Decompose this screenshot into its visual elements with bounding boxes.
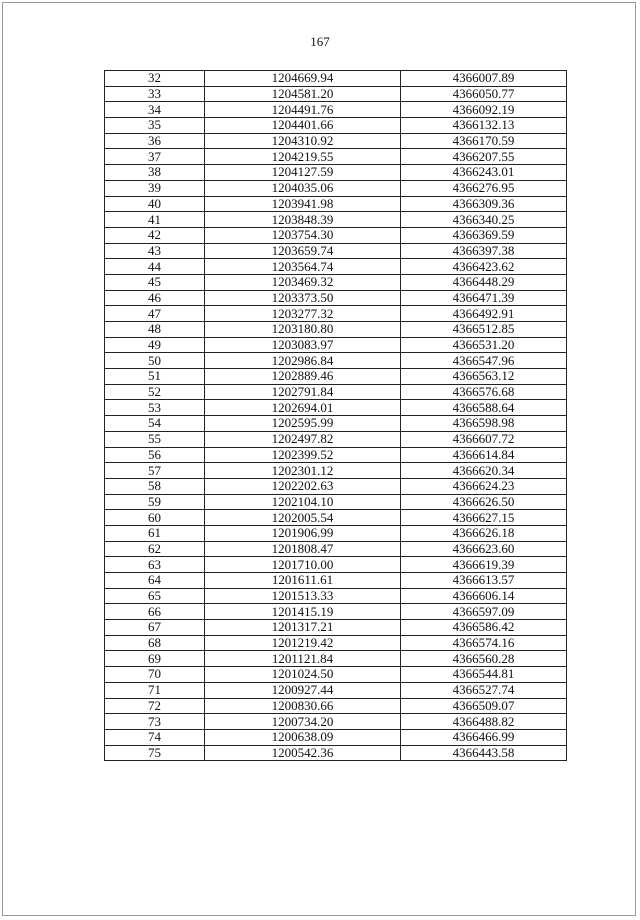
x-coordinate-cell: 1200830.66 [205,698,401,714]
y-coordinate-cell: 4366492.91 [401,306,567,322]
y-coordinate-cell: 4366598.98 [401,416,567,432]
table-row [105,494,567,510]
x-coordinate-cell: 1204401.66 [205,118,401,134]
y-coordinate-cell: 4366627.15 [401,510,567,526]
y-coordinate-cell: 4366369.59 [401,227,567,243]
y-coordinate-cell: 4366531.20 [401,337,567,353]
x-coordinate-cell: 1203848.39 [205,212,401,228]
point-number-cell: 50 [105,353,205,369]
point-number-cell: 61 [105,525,205,541]
point-number-cell: 54 [105,416,205,432]
table-row [105,651,567,667]
point-number-cell: 62 [105,541,205,557]
y-coordinate-cell: 4366092.19 [401,102,567,118]
table-row [105,431,567,447]
x-coordinate-cell: 1201317.21 [205,620,401,636]
table-row [105,133,567,149]
y-coordinate-cell: 4366509.07 [401,698,567,714]
y-coordinate-cell: 4366276.95 [401,180,567,196]
x-coordinate-cell: 1202694.01 [205,400,401,416]
point-number-cell: 38 [105,165,205,181]
x-coordinate-cell: 1200927.44 [205,682,401,698]
point-number-cell: 34 [105,102,205,118]
point-number-cell: 66 [105,604,205,620]
point-number-cell: 36 [105,133,205,149]
x-coordinate-cell: 1201513.33 [205,588,401,604]
y-coordinate-cell: 4366576.68 [401,384,567,400]
x-coordinate-cell: 1204035.06 [205,180,401,196]
x-coordinate-cell: 1202301.12 [205,463,401,479]
point-number-cell: 58 [105,478,205,494]
table-row [105,212,567,228]
table-row [105,306,567,322]
point-number-cell: 49 [105,337,205,353]
point-number-cell: 42 [105,227,205,243]
table-row [105,478,567,494]
x-coordinate-cell: 1202399.52 [205,447,401,463]
table-row [105,353,567,369]
table-row [105,196,567,212]
y-coordinate-cell: 4366050.77 [401,86,567,102]
x-coordinate-cell: 1202497.82 [205,431,401,447]
y-coordinate-cell: 4366563.12 [401,369,567,385]
point-number-cell: 43 [105,243,205,259]
y-coordinate-cell: 4366597.09 [401,604,567,620]
y-coordinate-cell: 4366624.23 [401,478,567,494]
point-number-cell: 63 [105,557,205,573]
y-coordinate-cell: 4366488.82 [401,714,567,730]
y-coordinate-cell: 4366560.28 [401,651,567,667]
table-row [105,729,567,745]
x-coordinate-cell: 1204127.59 [205,165,401,181]
point-number-cell: 40 [105,196,205,212]
table-row [105,322,567,338]
table-row [105,149,567,165]
point-number-cell: 47 [105,306,205,322]
x-coordinate-cell: 1203564.74 [205,259,401,275]
x-coordinate-cell: 1203180.80 [205,322,401,338]
x-coordinate-cell: 1202791.84 [205,384,401,400]
y-coordinate-cell: 4366243.01 [401,165,567,181]
y-coordinate-cell: 4366547.96 [401,353,567,369]
table-row [105,274,567,290]
point-number-cell: 60 [105,510,205,526]
x-coordinate-cell: 1202104.10 [205,494,401,510]
table-row [105,259,567,275]
y-coordinate-cell: 4366527.74 [401,682,567,698]
y-coordinate-cell: 4366574.16 [401,635,567,651]
table-row [105,400,567,416]
y-coordinate-cell: 4366626.18 [401,525,567,541]
point-number-cell: 71 [105,682,205,698]
point-number-cell: 46 [105,290,205,306]
point-number-cell: 35 [105,118,205,134]
point-number-cell: 67 [105,620,205,636]
point-number-cell: 65 [105,588,205,604]
table-row [105,227,567,243]
x-coordinate-cell: 1203659.74 [205,243,401,259]
point-number-cell: 75 [105,745,205,761]
table-row [105,384,567,400]
x-coordinate-cell: 1201611.61 [205,573,401,589]
point-number-cell: 72 [105,698,205,714]
y-coordinate-cell: 4366207.55 [401,149,567,165]
point-number-cell: 51 [105,369,205,385]
x-coordinate-cell: 1202202.63 [205,478,401,494]
point-number-cell: 57 [105,463,205,479]
point-number-cell: 41 [105,212,205,228]
y-coordinate-cell: 4366007.89 [401,71,567,87]
point-number-cell: 44 [105,259,205,275]
x-coordinate-cell: 1203469.32 [205,274,401,290]
x-coordinate-cell: 1202889.46 [205,369,401,385]
y-coordinate-cell: 4366620.34 [401,463,567,479]
y-coordinate-cell: 4366397.38 [401,243,567,259]
y-coordinate-cell: 4366340.25 [401,212,567,228]
table-row [105,541,567,557]
x-coordinate-cell: 1203373.50 [205,290,401,306]
point-number-cell: 73 [105,714,205,730]
y-coordinate-cell: 4366626.50 [401,494,567,510]
x-coordinate-cell: 1204669.94 [205,71,401,87]
x-coordinate-cell: 1202986.84 [205,353,401,369]
table-row [105,337,567,353]
table-row [105,165,567,181]
point-number-cell: 69 [105,651,205,667]
point-number-cell: 59 [105,494,205,510]
point-number-cell: 70 [105,667,205,683]
point-number-cell: 37 [105,149,205,165]
point-number-cell: 32 [105,71,205,87]
point-number-cell: 45 [105,274,205,290]
y-coordinate-cell: 4366466.99 [401,729,567,745]
x-coordinate-cell: 1204491.76 [205,102,401,118]
x-coordinate-cell: 1200638.09 [205,729,401,745]
x-coordinate-cell: 1203941.98 [205,196,401,212]
y-coordinate-cell: 4366423.62 [401,259,567,275]
x-coordinate-cell: 1200734.20 [205,714,401,730]
y-coordinate-cell: 4366607.72 [401,431,567,447]
table-row [105,447,567,463]
point-number-cell: 52 [105,384,205,400]
table-row [105,290,567,306]
table-row [105,682,567,698]
y-coordinate-cell: 4366619.39 [401,557,567,573]
table-row [105,698,567,714]
y-coordinate-cell: 4366309.36 [401,196,567,212]
point-number-cell: 68 [105,635,205,651]
x-coordinate-cell: 1201219.42 [205,635,401,651]
y-coordinate-cell: 4366170.59 [401,133,567,149]
y-coordinate-cell: 4366614.84 [401,447,567,463]
y-coordinate-cell: 4366544.81 [401,667,567,683]
table-row [105,180,567,196]
x-coordinate-cell: 1204310.92 [205,133,401,149]
x-coordinate-cell: 1201808.47 [205,541,401,557]
table-row [105,745,567,761]
x-coordinate-cell: 1200542.36 [205,745,401,761]
x-coordinate-cell: 1204219.55 [205,149,401,165]
table-row [105,635,567,651]
table-row [105,243,567,259]
table-row [105,510,567,526]
y-coordinate-cell: 4366588.64 [401,400,567,416]
table-row [105,118,567,134]
coordinates-table-body [105,71,567,761]
point-number-cell: 48 [105,322,205,338]
x-coordinate-cell: 1201710.00 [205,557,401,573]
x-coordinate-cell: 1203754.30 [205,227,401,243]
table-row [105,667,567,683]
y-coordinate-cell: 4366623.60 [401,541,567,557]
x-coordinate-cell: 1201906.99 [205,525,401,541]
x-coordinate-cell: 1204581.20 [205,86,401,102]
point-number-cell: 53 [105,400,205,416]
y-coordinate-cell: 4366606.14 [401,588,567,604]
y-coordinate-cell: 4366512.85 [401,322,567,338]
x-coordinate-cell: 1203277.32 [205,306,401,322]
table-row [105,604,567,620]
point-number-cell: 74 [105,729,205,745]
table-row [105,416,567,432]
x-coordinate-cell: 1202595.99 [205,416,401,432]
table-row [105,557,567,573]
x-coordinate-cell: 1202005.54 [205,510,401,526]
table-row [105,369,567,385]
table-row [105,620,567,636]
page-number: 167 [310,34,330,49]
table-row [105,525,567,541]
x-coordinate-cell: 1201024.50 [205,667,401,683]
y-coordinate-cell: 4366443.58 [401,745,567,761]
table-row [105,86,567,102]
table-row [105,463,567,479]
x-coordinate-cell: 1201121.84 [205,651,401,667]
x-coordinate-cell: 1201415.19 [205,604,401,620]
point-number-cell: 33 [105,86,205,102]
table-row [105,714,567,730]
table-row [105,102,567,118]
table-row [105,573,567,589]
y-coordinate-cell: 4366132.13 [401,118,567,134]
y-coordinate-cell: 4366586.42 [401,620,567,636]
point-number-cell: 56 [105,447,205,463]
point-number-cell: 39 [105,180,205,196]
table-row [105,71,567,87]
y-coordinate-cell: 4366613.57 [401,573,567,589]
point-number-cell: 55 [105,431,205,447]
x-coordinate-cell: 1203083.97 [205,337,401,353]
point-number-cell: 64 [105,573,205,589]
table-row [105,588,567,604]
y-coordinate-cell: 4366471.39 [401,290,567,306]
coordinates-table [104,70,567,761]
y-coordinate-cell: 4366448.29 [401,274,567,290]
